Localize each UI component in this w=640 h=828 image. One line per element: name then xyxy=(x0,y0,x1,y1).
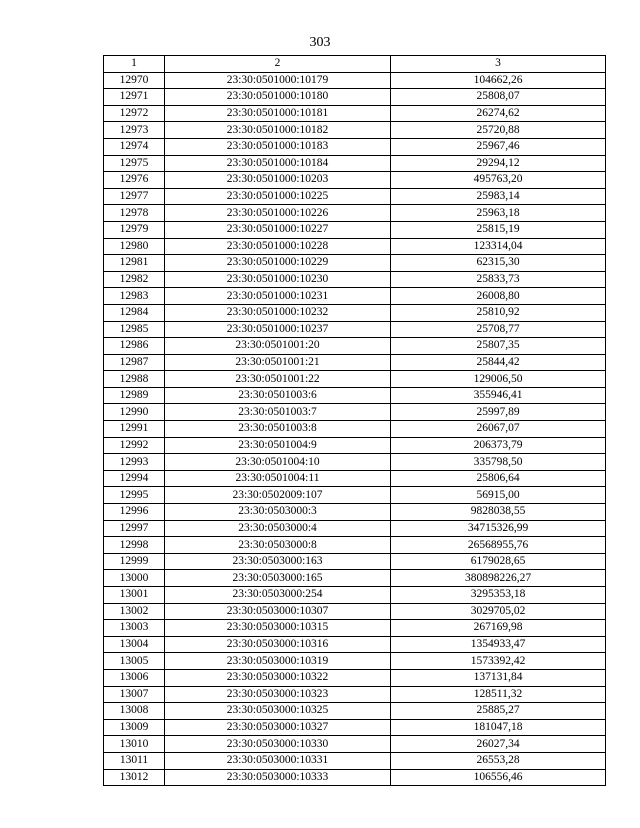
value-cell: 206373,79 xyxy=(391,437,606,454)
row-number-cell: 12972 xyxy=(104,105,165,122)
table-row xyxy=(104,553,606,570)
column-header-2: 2 xyxy=(165,56,391,73)
cadastral-number-cell: 23:30:0501000:10228 xyxy=(165,238,391,255)
value-cell: 129006,50 xyxy=(391,371,606,388)
cadastral-number-cell: 23:30:0501004:11 xyxy=(165,470,391,487)
table-row xyxy=(104,122,606,139)
value-cell: 25844,42 xyxy=(391,354,606,371)
table-row xyxy=(104,653,606,670)
row-number-cell: 12983 xyxy=(104,288,165,305)
table-row xyxy=(104,454,606,471)
value-cell: 26027,34 xyxy=(391,736,606,753)
cadastral-number-cell: 23:30:0501003:7 xyxy=(165,404,391,421)
table-row xyxy=(104,603,606,620)
table-row xyxy=(104,769,606,786)
table-row xyxy=(104,570,606,587)
cadastral-number-cell: 23:30:0501000:10230 xyxy=(165,271,391,288)
table-row xyxy=(104,470,606,487)
cadastral-number-cell: 23:30:0501000:10182 xyxy=(165,122,391,139)
table-row xyxy=(104,72,606,89)
cadastral-number-cell: 23:30:0503000:10333 xyxy=(165,769,391,786)
cadastral-number-cell: 23:30:0503000:10319 xyxy=(165,653,391,670)
row-number-cell: 12984 xyxy=(104,304,165,321)
cadastral-number-cell: 23:30:0503000:10331 xyxy=(165,752,391,769)
table-row xyxy=(104,338,606,355)
row-number-cell: 12982 xyxy=(104,271,165,288)
table-row xyxy=(104,89,606,106)
table-header xyxy=(104,56,606,73)
table-row xyxy=(104,321,606,338)
row-number-cell: 12987 xyxy=(104,354,165,371)
table-row xyxy=(104,387,606,404)
table-body xyxy=(104,72,606,786)
table-row xyxy=(104,172,606,189)
cadastral-number-cell: 23:30:0501004:10 xyxy=(165,454,391,471)
table-row xyxy=(104,669,606,686)
cadastral-number-cell: 23:30:0503000:163 xyxy=(165,553,391,570)
value-cell: 181047,18 xyxy=(391,719,606,736)
row-number-cell: 12980 xyxy=(104,238,165,255)
cadastral-number-cell: 23:30:0503000:10322 xyxy=(165,669,391,686)
row-number-cell: 12973 xyxy=(104,122,165,139)
value-cell: 26008,80 xyxy=(391,288,606,305)
table-row xyxy=(104,487,606,504)
row-number-cell: 13001 xyxy=(104,587,165,604)
table-row xyxy=(104,620,606,637)
cadastral-number-cell: 23:30:0501003:6 xyxy=(165,387,391,404)
value-cell: 25997,89 xyxy=(391,404,606,421)
column-header-1: 1 xyxy=(104,56,165,73)
cadastral-number-cell: 23:30:0501000:10180 xyxy=(165,89,391,106)
cadastral-number-cell: 23:30:0502009:107 xyxy=(165,487,391,504)
value-cell: 9828038,55 xyxy=(391,504,606,521)
cadastral-number-cell: 23:30:0503000:10315 xyxy=(165,620,391,637)
cadastral-number-cell: 23:30:0503000:4 xyxy=(165,520,391,537)
column-header-3: 3 xyxy=(391,56,606,73)
value-cell: 495763,20 xyxy=(391,172,606,189)
cadastral-number-cell: 23:30:0501003:8 xyxy=(165,421,391,438)
value-cell: 25708,77 xyxy=(391,321,606,338)
value-cell: 137131,84 xyxy=(391,669,606,686)
cadastral-number-cell: 23:30:0503000:10316 xyxy=(165,636,391,653)
row-number-cell: 12989 xyxy=(104,387,165,404)
cadastral-number-cell: 23:30:0503000:10325 xyxy=(165,703,391,720)
cadastral-number-cell: 23:30:0501000:10179 xyxy=(165,72,391,89)
row-number-cell: 13002 xyxy=(104,603,165,620)
table-row xyxy=(104,288,606,305)
row-number-cell: 12976 xyxy=(104,172,165,189)
value-cell: 128511,32 xyxy=(391,686,606,703)
cadastral-number-cell: 23:30:0501000:10231 xyxy=(165,288,391,305)
row-number-cell: 13007 xyxy=(104,686,165,703)
cadastral-number-cell: 23:30:0503000:10307 xyxy=(165,603,391,620)
value-cell: 25808,07 xyxy=(391,89,606,106)
row-number-cell: 12992 xyxy=(104,437,165,454)
row-number-cell: 12994 xyxy=(104,470,165,487)
cadastral-number-cell: 23:30:0501000:10225 xyxy=(165,188,391,205)
cadastral-number-cell: 23:30:0501001:22 xyxy=(165,371,391,388)
cadastral-number-cell: 23:30:0501000:10229 xyxy=(165,255,391,272)
value-cell: 25810,92 xyxy=(391,304,606,321)
table-row xyxy=(104,205,606,222)
row-number-cell: 12996 xyxy=(104,504,165,521)
row-number-cell: 12981 xyxy=(104,255,165,272)
value-cell: 380898226,27 xyxy=(391,570,606,587)
row-number-cell: 12997 xyxy=(104,520,165,537)
value-cell: 3295353,18 xyxy=(391,587,606,604)
row-number-cell: 13004 xyxy=(104,636,165,653)
cadastral-number-cell: 23:30:0503000:10330 xyxy=(165,736,391,753)
value-cell: 6179028,65 xyxy=(391,553,606,570)
cadastral-number-cell: 23:30:0501000:10226 xyxy=(165,205,391,222)
value-cell: 62315,30 xyxy=(391,255,606,272)
row-number-cell: 12986 xyxy=(104,338,165,355)
value-cell: 1573392,42 xyxy=(391,653,606,670)
table-row xyxy=(104,271,606,288)
row-number-cell: 12974 xyxy=(104,138,165,155)
value-cell: 355946,41 xyxy=(391,387,606,404)
cadastral-number-cell: 23:30:0503000:10327 xyxy=(165,719,391,736)
value-cell: 267169,98 xyxy=(391,620,606,637)
value-cell: 3029705,02 xyxy=(391,603,606,620)
row-number-cell: 13008 xyxy=(104,703,165,720)
cadastral-number-cell: 23:30:0501001:21 xyxy=(165,354,391,371)
row-number-cell: 12999 xyxy=(104,553,165,570)
cadastral-number-cell: 23:30:0503000:165 xyxy=(165,570,391,587)
table-row xyxy=(104,437,606,454)
row-number-cell: 12993 xyxy=(104,454,165,471)
header-row xyxy=(104,56,606,73)
value-cell: 335798,50 xyxy=(391,454,606,471)
table-row xyxy=(104,404,606,421)
table-row xyxy=(104,155,606,172)
row-number-cell: 13010 xyxy=(104,736,165,753)
row-number-cell: 12998 xyxy=(104,537,165,554)
value-cell: 104662,26 xyxy=(391,72,606,89)
cadastral-number-cell: 23:30:0503000:10323 xyxy=(165,686,391,703)
cadastral-number-cell: 23:30:0501000:10232 xyxy=(165,304,391,321)
cadastral-number-cell: 23:30:0503000:3 xyxy=(165,504,391,521)
table-row xyxy=(104,719,606,736)
value-cell: 25967,46 xyxy=(391,138,606,155)
value-cell: 25983,14 xyxy=(391,188,606,205)
value-cell: 26067,07 xyxy=(391,421,606,438)
row-number-cell: 12978 xyxy=(104,205,165,222)
row-number-cell: 12990 xyxy=(104,404,165,421)
table-row xyxy=(104,587,606,604)
row-number-cell: 12988 xyxy=(104,371,165,388)
row-number-cell: 12991 xyxy=(104,421,165,438)
table-row xyxy=(104,238,606,255)
table-row xyxy=(104,221,606,238)
row-number-cell: 12995 xyxy=(104,487,165,504)
table-row xyxy=(104,636,606,653)
row-number-cell: 12971 xyxy=(104,89,165,106)
row-number-cell: 12979 xyxy=(104,221,165,238)
cadastral-number-cell: 23:30:0503000:254 xyxy=(165,587,391,604)
value-cell: 106556,46 xyxy=(391,769,606,786)
row-number-cell: 13005 xyxy=(104,653,165,670)
table-row xyxy=(104,537,606,554)
table-row xyxy=(104,736,606,753)
table-row xyxy=(104,703,606,720)
table-row xyxy=(104,686,606,703)
table-row xyxy=(104,354,606,371)
cadastral-number-cell: 23:30:0501000:10183 xyxy=(165,138,391,155)
value-cell: 123314,04 xyxy=(391,238,606,255)
data-table xyxy=(103,55,606,786)
table-row xyxy=(104,105,606,122)
table-row xyxy=(104,138,606,155)
cadastral-number-cell: 23:30:0501001:20 xyxy=(165,338,391,355)
row-number-cell: 12970 xyxy=(104,72,165,89)
table-row xyxy=(104,255,606,272)
value-cell: 34715326,99 xyxy=(391,520,606,537)
row-number-cell: 13012 xyxy=(104,769,165,786)
value-cell: 1354933,47 xyxy=(391,636,606,653)
row-number-cell: 13011 xyxy=(104,752,165,769)
cadastral-number-cell: 23:30:0503000:8 xyxy=(165,537,391,554)
cadastral-number-cell: 23:30:0501000:10203 xyxy=(165,172,391,189)
table-row xyxy=(104,188,606,205)
cadastral-number-cell: 23:30:0501000:10184 xyxy=(165,155,391,172)
row-number-cell: 13000 xyxy=(104,570,165,587)
row-number-cell: 12977 xyxy=(104,188,165,205)
cadastral-number-cell: 23:30:0501000:10227 xyxy=(165,221,391,238)
table-row xyxy=(104,304,606,321)
value-cell: 29294,12 xyxy=(391,155,606,172)
table-row xyxy=(104,371,606,388)
table-row xyxy=(104,504,606,521)
row-number-cell: 12975 xyxy=(104,155,165,172)
cadastral-number-cell: 23:30:0501004:9 xyxy=(165,437,391,454)
cadastral-number-cell: 23:30:0501000:10181 xyxy=(165,105,391,122)
value-cell: 25807,35 xyxy=(391,338,606,355)
value-cell: 25806,64 xyxy=(391,470,606,487)
row-number-cell: 13003 xyxy=(104,620,165,637)
table-row xyxy=(104,421,606,438)
value-cell: 26568955,76 xyxy=(391,537,606,554)
value-cell: 25963,18 xyxy=(391,205,606,222)
value-cell: 26553,28 xyxy=(391,752,606,769)
table-row xyxy=(104,752,606,769)
value-cell: 25885,27 xyxy=(391,703,606,720)
table-row xyxy=(104,520,606,537)
value-cell: 25720,88 xyxy=(391,122,606,139)
row-number-cell: 12985 xyxy=(104,321,165,338)
value-cell: 25833,73 xyxy=(391,271,606,288)
cadastral-number-cell: 23:30:0501000:10237 xyxy=(165,321,391,338)
value-cell: 26274,62 xyxy=(391,105,606,122)
value-cell: 56915,00 xyxy=(391,487,606,504)
row-number-cell: 13009 xyxy=(104,719,165,736)
value-cell: 25815,19 xyxy=(391,221,606,238)
row-number-cell: 13006 xyxy=(104,669,165,686)
page-number: 303 xyxy=(309,35,331,50)
